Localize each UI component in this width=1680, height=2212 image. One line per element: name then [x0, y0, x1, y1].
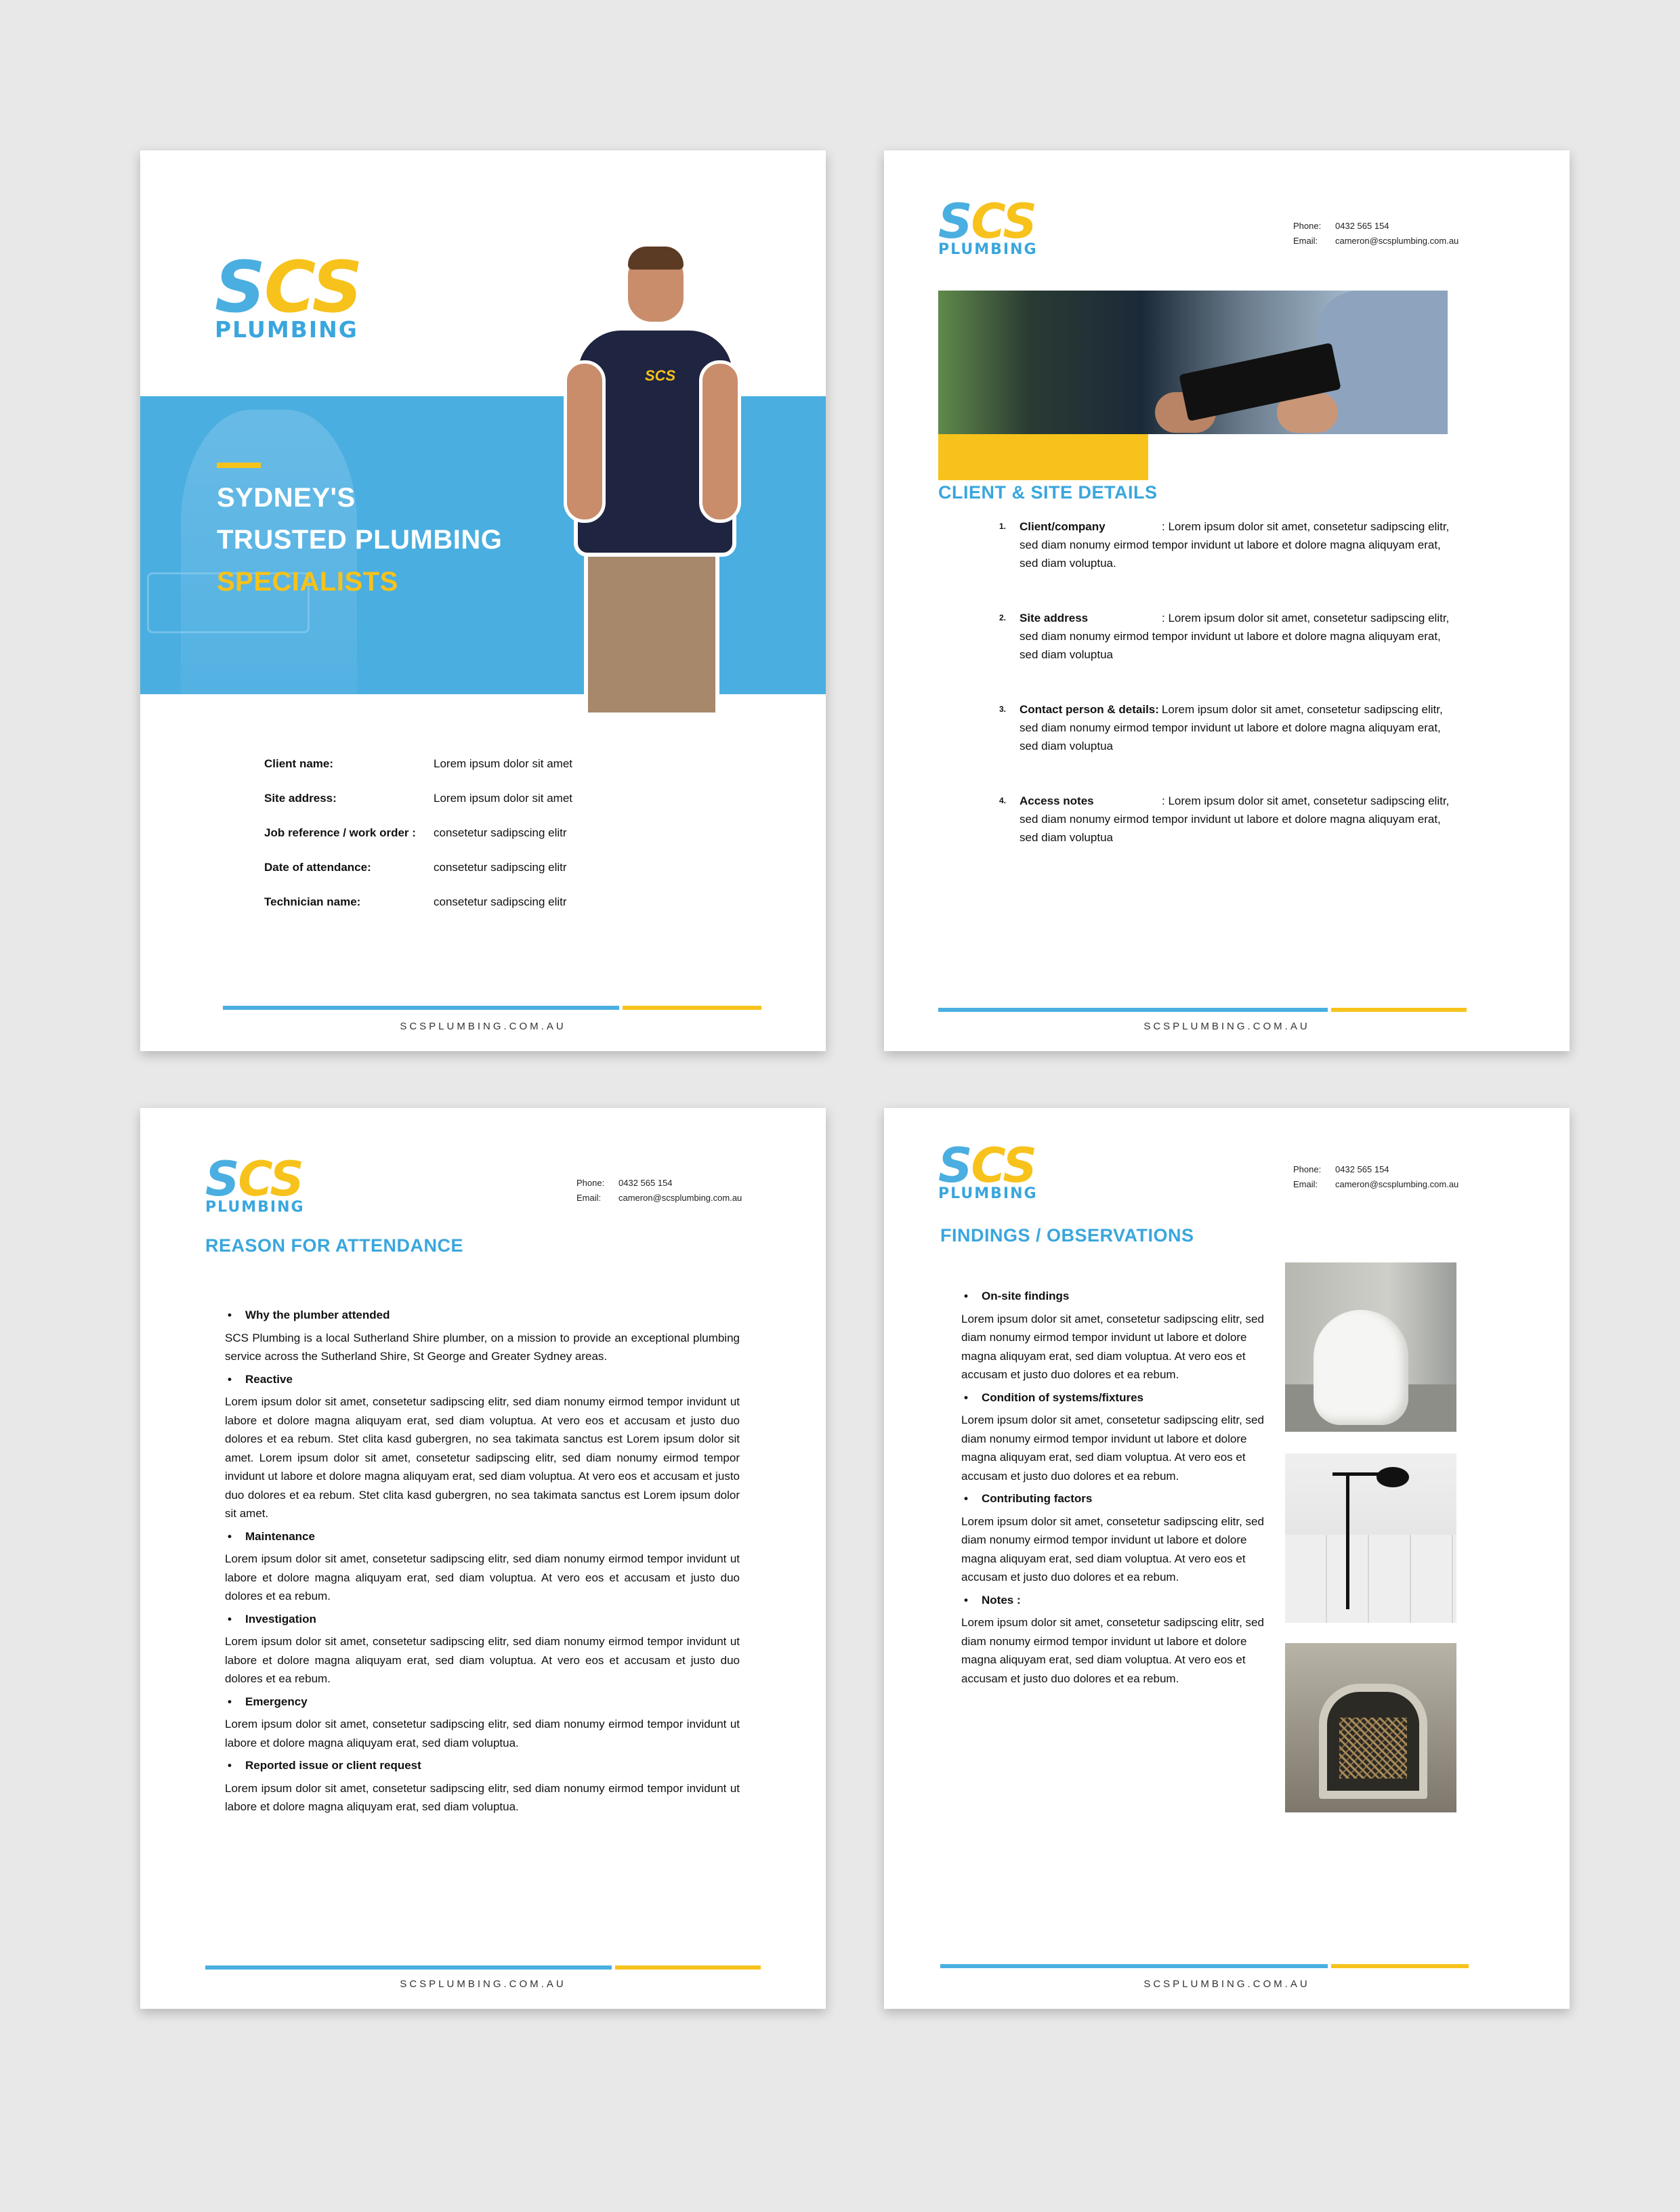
logo-plumbing-text: PLUMBING — [205, 1199, 305, 1216]
shirt-logo: SCS — [645, 367, 676, 384]
paragraph: SCS Plumbing is a local Sutherland Shire plumber, on a mission to provide an exceptional plumbing service across the Sutherland Shire, St George and Greater Sydney areas. — [225, 1331, 740, 1363]
paragraph: Lorem ipsum dolor sit amet, consetetur sadipscing elitr, sed diam nonumy eirmod tempor invidunt ut labore et dolore magna aliquyam erat, sed diam voluptua. At vero eos et accusam et justo duo dolores et ea rebum. — [961, 1616, 1264, 1685]
paragraph: Lorem ipsum dolor sit amet, consetetur sadipscing elitr, sed diam nonumy eirmod tempor invidunt ut labore et dolore magna aliquyam erat, sed diam voluptua. At vero eos et accusam et justo duo dolores et ea rebum. — [961, 1514, 1264, 1583]
headline-line-2: TRUSTED PLUMBING — [217, 525, 503, 555]
section-title: FINDINGS / OBSERVATIONS — [940, 1225, 1194, 1246]
footer-divider — [940, 1964, 1469, 1968]
toilet-photo — [1285, 1262, 1456, 1432]
bullet-heading: • Notes : — [961, 1591, 1280, 1610]
attendance-page — [140, 1108, 826, 2009]
bullet-heading: • On-site findings — [961, 1287, 1280, 1306]
list-item: 3. Contact person & details: Lorem ipsum dolor sit amet, consetetur sadipscing elitr, sed diam nonumy eirmod tempor invidunt ut labore et dolore magna aliquyam erat, sed diam voluptua — [999, 703, 1443, 752]
bullet-heading: • Condition of systems/fixtures — [961, 1388, 1280, 1407]
paragraph: Lorem ipsum dolor sit amet, consetetur sadipscing elitr, sed diam nonumy eirmod tempor invidunt ut labore et dolore magna aliquyam erat, sed diam voluptua. — [225, 1781, 740, 1813]
scs-plumbing-logo: SCS PLUMBING — [205, 1151, 305, 1216]
email-address: cameron@scsplumbing.com.au — [618, 1193, 742, 1203]
paragraph: Lorem ipsum dolor sit amet, consetetur sadipscing elitr, sed diam nonumy eirmod tempor invidunt ut labore et dolore magna aliquyam erat, sed diam voluptua. At vero eos et accusam et justo duo dolores et ea rebum. — [961, 1312, 1264, 1381]
footer-website: SCSPLUMBING.COM.AU — [1143, 1978, 1310, 1990]
bullet-heading: • Why the plumber attended — [225, 1306, 740, 1325]
drain-photo — [1285, 1643, 1456, 1812]
cover-page: SCS PLUMBING SYDNEY'S TRUSTED PLUMBING SPECIALISTS SCS Client name: Lorem ipsum dolor sit amet Site address: Lorem ipsum dolor sit amet Job reference / work order : consetetur sadipscing elitr Date of attendance: consetetur sadipscing elitr Technician name: consetetur sadipscing elitr SCSPLUMBING.COM.AU — [140, 150, 826, 1051]
headline-line-1: SYDNEY'S — [217, 483, 356, 513]
paragraph: Lorem ipsum dolor sit amet, consetetur sadipscing elitr, sed diam nonumy eirmod tempor invidunt ut labore et dolore magna aliquyam erat, sed diam voluptua. — [225, 1718, 740, 1749]
technician-photo — [564, 245, 740, 706]
phone-number: 0432 565 154 — [1335, 1164, 1389, 1174]
scs-plumbing-logo: SCS PLUMBING — [215, 246, 362, 343]
section-title: CLIENT & SITE DETAILS — [938, 482, 1158, 503]
contact-block: Phone: 0432 565 154 Email: cameron@scsplumbing.com.au — [1293, 1164, 1459, 1189]
tablet-photo — [938, 291, 1448, 434]
contact-block: Phone: 0432 565 154 Email: cameron@scsplumbing.com.au — [576, 1178, 742, 1203]
bullet-heading: • Maintenance — [225, 1527, 740, 1546]
paragraph: Lorem ipsum dolor sit amet, consetetur sadipscing elitr, sed diam nonumy eirmod tempor invidunt ut labore et dolore magna aliquyam erat, sed diam voluptua. At vero eos et accusam et justo duo dolores et ea rebum. Stet clita kasd gubergren, no sea takimata sanctus est Lorem ipsum dolor sit amet. Lorem ipsum dolor sit amet, consetetur sadipscing elitr, sed diam nonumy eirmod tempor invidunt ut labore et dolore magna aliquyam erat, sed diam voluptua. At vero eos et accusam et justo duo dolores et ea rebum. Stet clita kasd gubergren, no sea takimata sanctus est Lorem ipsum dolor sit amet. — [225, 1395, 740, 1520]
footer-website: SCSPLUMBING.COM.AU — [1143, 1021, 1310, 1032]
email-address: cameron@scsplumbing.com.au — [1335, 236, 1459, 246]
footer-divider — [205, 1965, 761, 1970]
bullet-heading: • Reactive — [225, 1370, 740, 1389]
footer-website: SCSPLUMBING.COM.AU — [400, 1021, 566, 1032]
paragraph: Lorem ipsum dolor sit amet, consetetur sadipscing elitr, sed diam nonumy eirmod tempor invidunt ut labore et dolore magna aliquyam erat, sed diam voluptua. At vero eos et accusam et justo duo dolores et ea rebum. — [225, 1552, 740, 1602]
headline-line-3: SPECIALISTS — [217, 567, 398, 597]
findings-content — [961, 1287, 1280, 1692]
shower-photo — [1285, 1453, 1456, 1623]
phone-number: 0432 565 154 — [1335, 221, 1389, 231]
paragraph: Lorem ipsum dolor sit amet, consetetur sadipscing elitr, sed diam nonumy eirmod tempor invidunt ut labore et dolore magna aliquyam erat, sed diam voluptua. At vero eos et accusam et justo duo dolores et ea rebum. — [225, 1635, 740, 1685]
phone-number: 0432 565 154 — [618, 1178, 673, 1188]
section-title: REASON FOR ATTENDANCE — [205, 1235, 463, 1256]
footer-website: SCSPLUMBING.COM.AU — [400, 1978, 566, 1990]
bullet-heading: • Emergency — [225, 1693, 740, 1711]
findings-page — [884, 1108, 1570, 2009]
accent-bar — [217, 463, 261, 468]
bullet-heading: • Contributing factors — [961, 1489, 1280, 1508]
client-site-page — [884, 150, 1570, 1051]
list-item: 2. Site address : Lorem ipsum dolor sit amet, consetetur sadipscing elitr, sed diam nonumy eirmod tempor invidunt ut labore et dolore magna aliquyam erat, sed diam voluptua — [999, 612, 1450, 661]
paragraph: Lorem ipsum dolor sit amet, consetetur sadipscing elitr, sed diam nonumy eirmod tempor invidunt ut labore et dolore magna aliquyam erat, sed diam voluptua. At vero eos et accusam et justo duo dolores et ea rebum. — [961, 1413, 1264, 1483]
footer-divider — [938, 1008, 1467, 1012]
logo-plumbing-text: PLUMBING — [938, 1185, 1038, 1202]
email-address: cameron@scsplumbing.com.au — [1335, 1179, 1459, 1189]
bullet-heading: • Investigation — [225, 1610, 740, 1629]
logo-plumbing-text: PLUMBING — [215, 316, 358, 343]
footer-divider — [223, 1006, 761, 1010]
attendance-content — [225, 1306, 740, 1821]
bullet-heading: • Reported issue or client request — [225, 1756, 740, 1775]
list-item: 1. Client/company : Lorem ipsum dolor sit amet, consetetur sadipscing elitr, sed diam nonumy eirmod tempor invidunt ut labore et dolore magna aliquyam erat, sed diam voluptua. — [999, 520, 1450, 570]
accent-block — [938, 434, 1148, 480]
list-item: 4. Access notes : Lorem ipsum dolor sit amet, consetetur sadipscing elitr, sed diam nonumy eirmod tempor invidunt ut labore et dolore magna aliquyam erat, sed diam voluptua — [999, 794, 1450, 844]
contact-block: Phone: 0432 565 154 Email: cameron@scsplumbing.com.au — [1293, 221, 1459, 246]
scs-plumbing-logo: SCS PLUMBING — [938, 194, 1038, 258]
scs-plumbing-logo: SCS PLUMBING — [938, 1138, 1038, 1202]
logo-plumbing-text: PLUMBING — [938, 241, 1038, 258]
